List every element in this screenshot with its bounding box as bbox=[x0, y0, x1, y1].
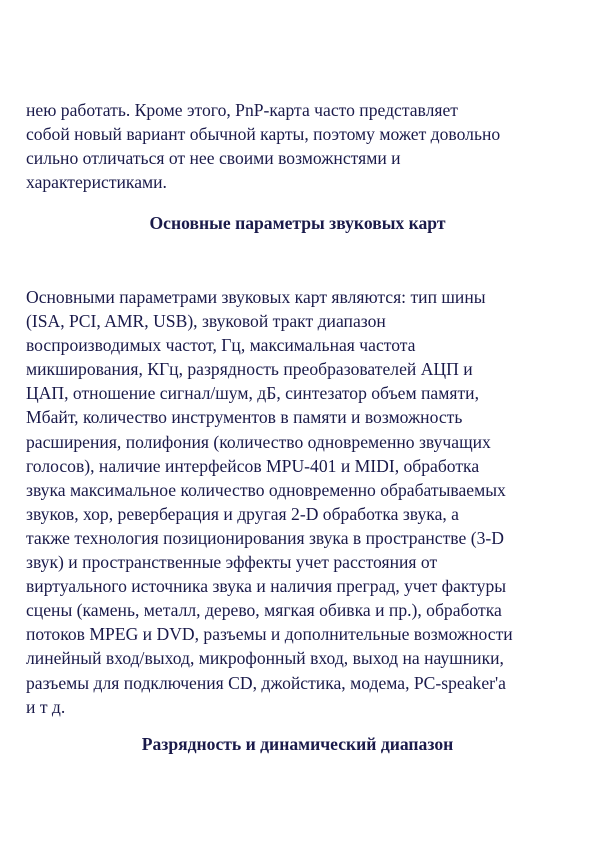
text-line: звуков, хор, реверберация и другая 2-D обработка звука, а bbox=[26, 503, 459, 524]
text-line: (ISA, PCI, AMR, USB), звуковой тракт диапазон bbox=[26, 311, 386, 332]
text-line: также технология позиционирования звука в пространстве (3-D bbox=[26, 527, 504, 548]
paragraph-parameters bbox=[26, 285, 578, 719]
text-line: нею работать. Кроме этого, PnP-карта часто представляет bbox=[26, 100, 458, 120]
text-line: и т д. bbox=[26, 696, 66, 717]
text-line: микширования, КГц, разрядность преобразователей АЦП и bbox=[26, 359, 473, 380]
text-line: собой новый вариант обычной карты, поэтому может довольно bbox=[26, 124, 501, 145]
text-line: звука максимальное количество одновременно обрабатываемых bbox=[26, 479, 506, 500]
text-line: линейный вход/выход, микрофонный вход, выход на наушники, bbox=[26, 648, 504, 669]
text-line: ЦАП, отношение сигнал/шум, дБ, синтезатор объем памяти, bbox=[26, 383, 479, 404]
text-line: звук) и пространственные эффекты учет расстояния от bbox=[26, 552, 438, 573]
text-line: характеристиками. bbox=[26, 172, 167, 193]
text-line: потоков MPEG и DVD, разъемы и дополнительные возможности bbox=[26, 624, 513, 645]
text-line: Мбайт, количество инструментов в памяти и возможность bbox=[26, 407, 463, 428]
text-line: сцены (камень, металл, дерево, мягкая обивка и пр.), обработка bbox=[26, 600, 502, 621]
text-line: разъемы для подключения CD, джойстика, модема, PC-speaker'а bbox=[26, 672, 506, 693]
section-heading-main-parameters: Основные параметры звуковых карт bbox=[149, 213, 446, 233]
text-line: виртуального источника звука и наличия преград, учет фактуры bbox=[26, 576, 507, 597]
text-line: голосов), наличие интерфейсов MPU-401 и MIDI, обработка bbox=[26, 455, 480, 476]
text-line: Основными параметрами звуковых карт являются: тип шины bbox=[26, 287, 486, 307]
text-line: воспроизводимых частот, Гц, максимальная частота bbox=[26, 335, 416, 356]
text-line: сильно отличаться от нее своими возможнстями и bbox=[26, 148, 401, 169]
section-heading-bit-depth-dynamic-range: Разрядность и динамический диапазон bbox=[141, 734, 454, 754]
text-line: расширения, полифония (количество одновременно звучащих bbox=[26, 431, 491, 452]
paragraph-intro bbox=[26, 98, 578, 194]
